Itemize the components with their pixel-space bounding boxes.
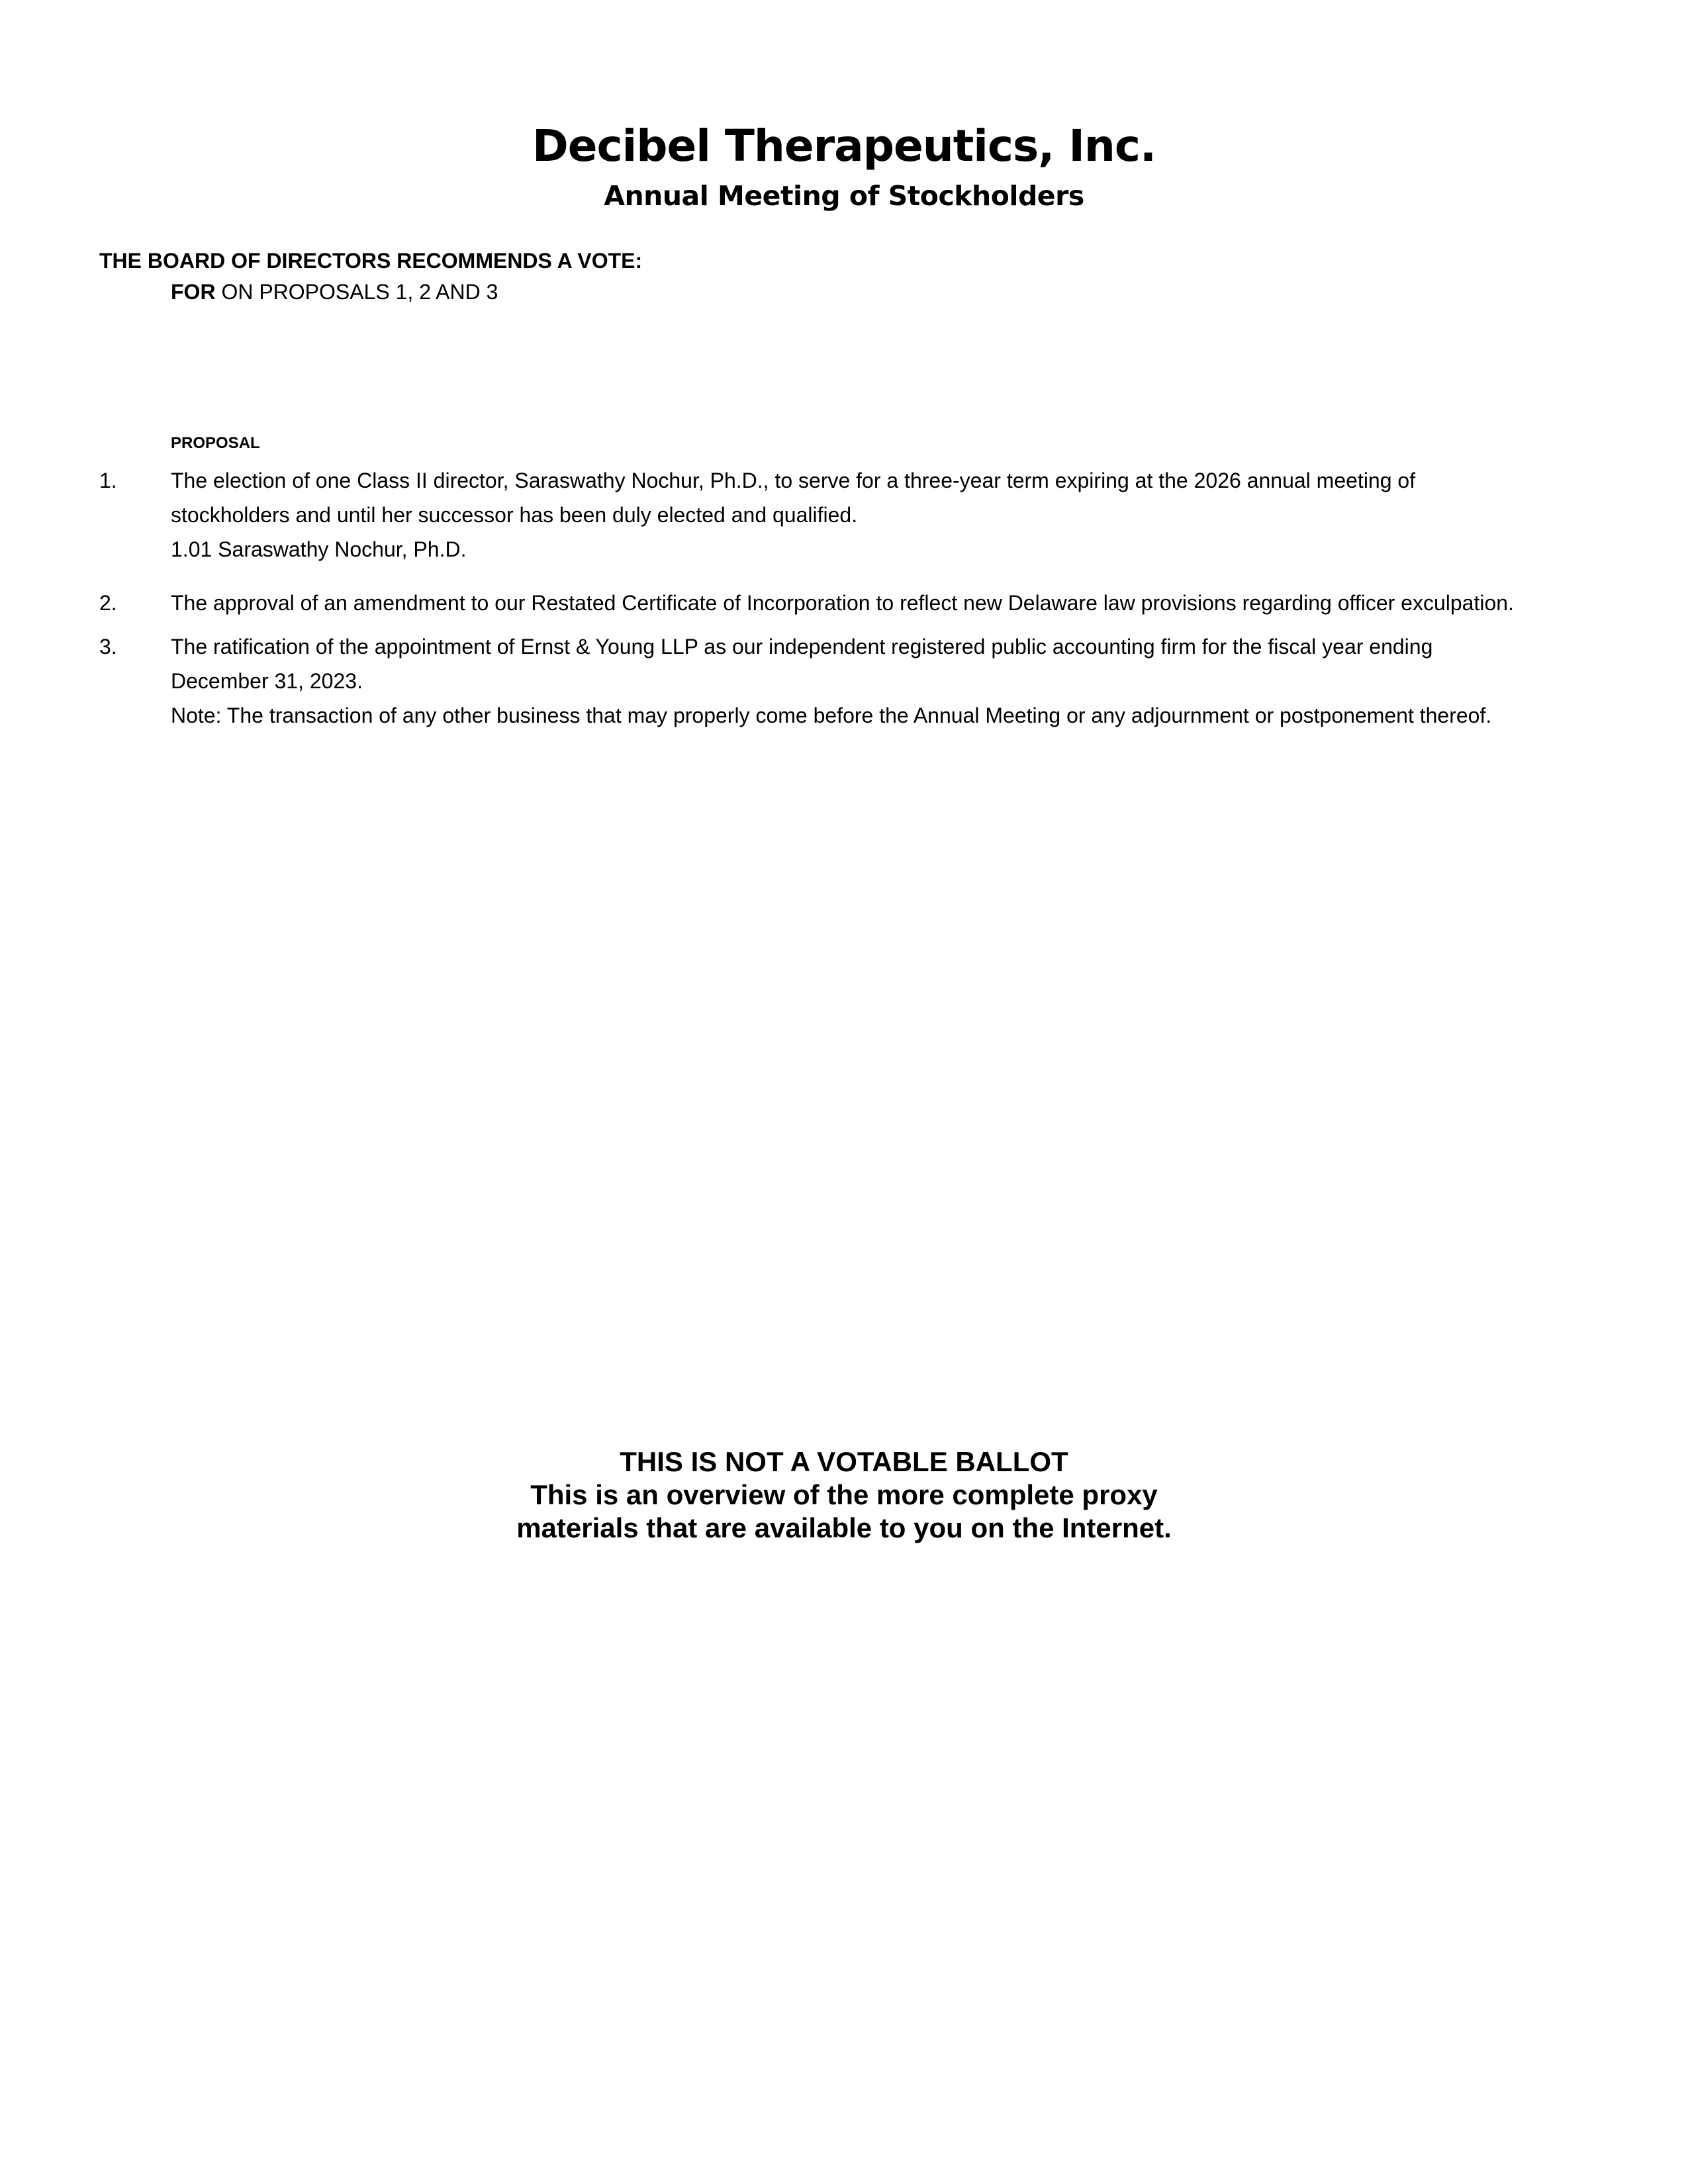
not-votable-notice (0, 1445, 1688, 1545)
proposal-note: Note: The transaction of any other business that may properly come before the Annual Meeting or any adjournment or postponement thereof. (171, 704, 1492, 727)
proposal-text (171, 463, 1614, 567)
board-recommendation-heading: THE BOARD OF DIRECTORS RECOMMENDS A VOTE: (99, 249, 643, 273)
proposal-line: The election of one Class II director, Saraswathy Nochur, Ph.D., to serve for a three-year term expiring at the 2026 annual meeting of (171, 469, 1416, 492)
proposal-number: 2. (99, 591, 117, 615)
proposal-line: The approval of an amendment to our Restated Certificate of Incorporation to reflect new Delaware law provisions regarding officer exculpation. (171, 591, 1514, 615)
notice-line: THIS IS NOT A VOTABLE BALLOT (620, 1446, 1068, 1477)
proposal-column-header: PROPOSAL (171, 434, 260, 452)
notice-line: This is an overview of the more complete proxy (530, 1479, 1158, 1510)
proposal-number: 1. (99, 469, 117, 492)
proposal-line: stockholders and until her successor has been duly elected and qualified. (171, 503, 858, 527)
proposal-text (171, 586, 1614, 620)
proposal-line: The ratification of the appointment of Ernst & Young LLP as our independent registered public accounting firm for the fiscal year ending (171, 635, 1433, 659)
proposal-number: 3. (99, 635, 117, 659)
notice-line: materials that are available to you on the Internet. (516, 1512, 1172, 1543)
recommendation-scope: ON PROPOSALS 1, 2 AND 3 (221, 280, 498, 304)
vote-for-label: FOR (171, 280, 216, 304)
company-title: Decibel Therapeutics, Inc. (532, 120, 1156, 171)
meeting-subtitle: Annual Meeting of Stockholders (604, 180, 1084, 212)
proposal-text (171, 629, 1614, 733)
nominee-name: 1.01 Saraswathy Nochur, Ph.D. (171, 537, 467, 561)
recommendation-line (171, 277, 498, 306)
proposal-line: December 31, 2023. (171, 669, 363, 693)
